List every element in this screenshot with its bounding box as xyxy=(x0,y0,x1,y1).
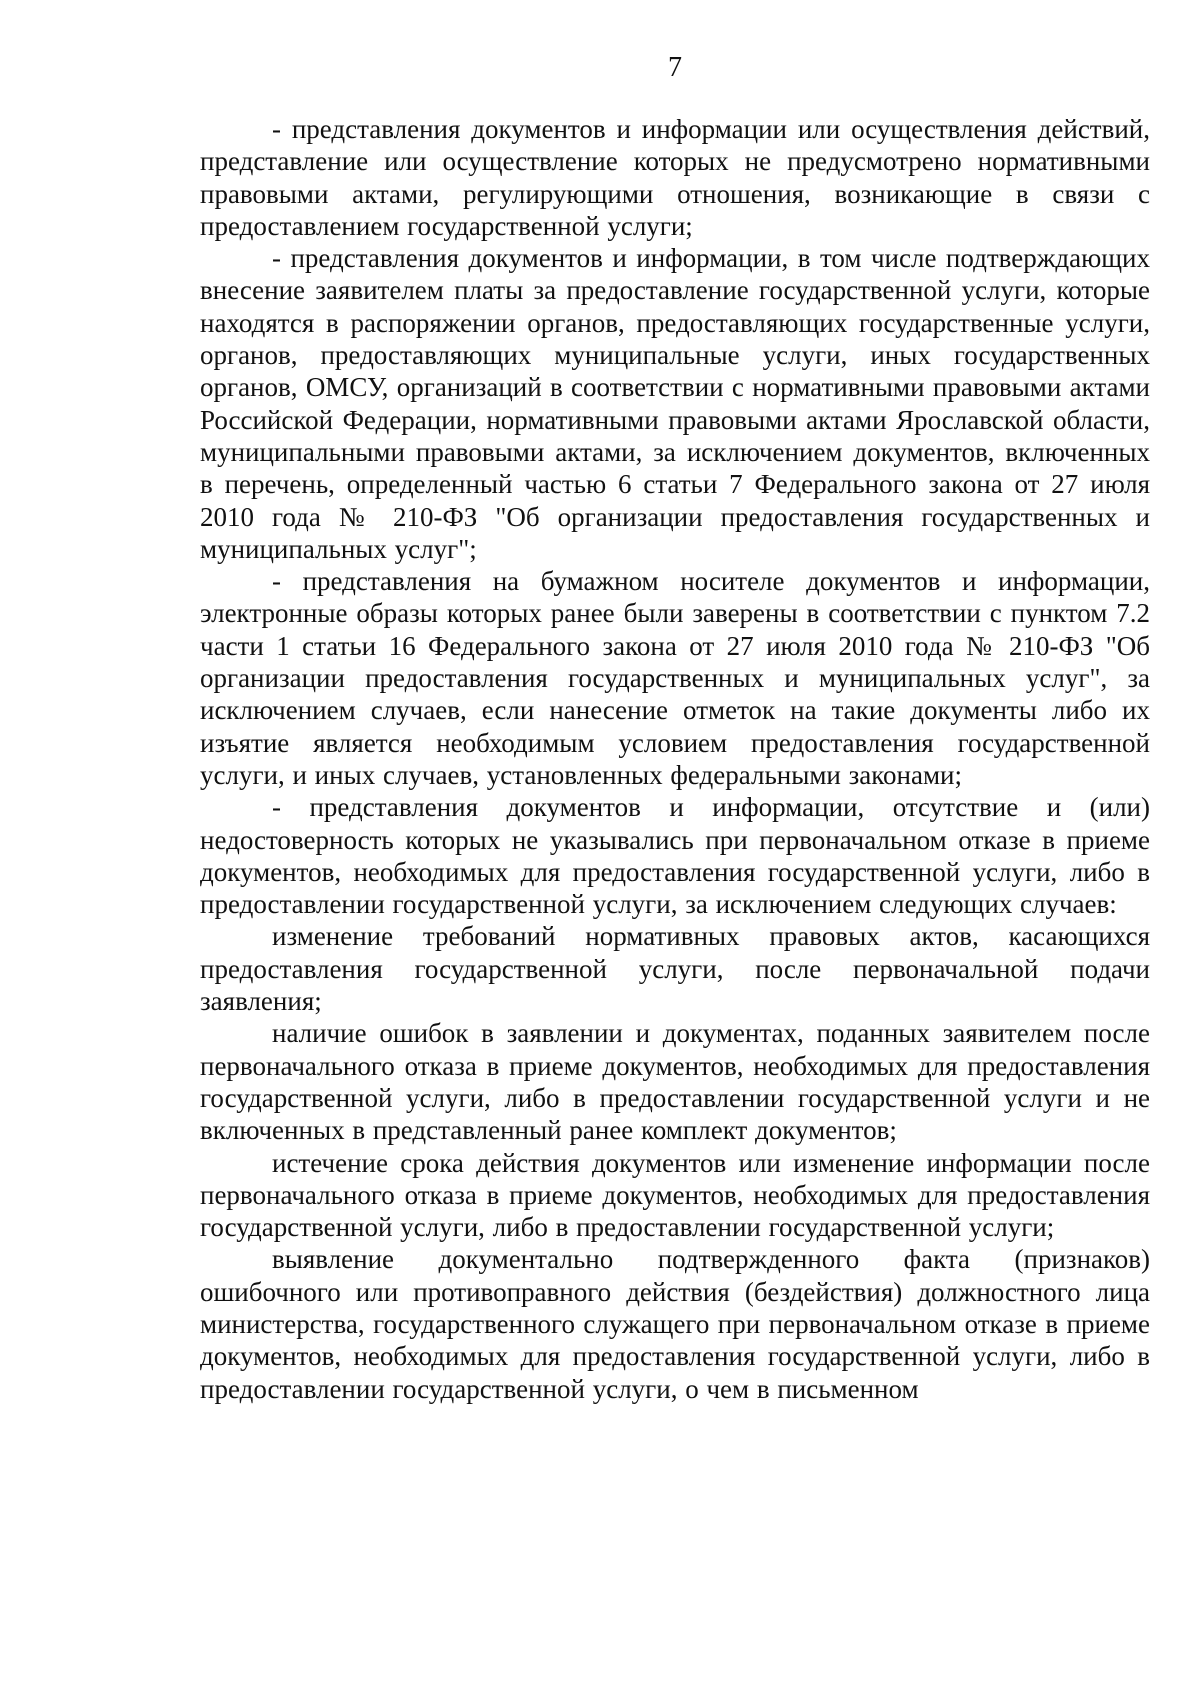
paragraph-requirements-change: изменение требований нормативных правовых актов, касающихся предоставления государственной услуги, после первоначальной подачи заявления; xyxy=(200,921,1150,1017)
paragraph-expiry-of-documents: истечение срока действия документов или изменение информации после первоначального отказа в приеме документов, необходимых для предоставления государственной услуги, либо в предоставлении государственной услуги; xyxy=(200,1147,1150,1243)
paragraph-documents-not-required: - представления документов и информации или осуществления действий, представление или осуществление которых не предусмотрено нормативными правовыми актами, регулирующими отношения, возникающие в связи с предоставлением государственной услуги; xyxy=(200,114,1150,241)
page-number: 7 xyxy=(668,52,682,83)
paragraph-paper-documents: - представления на бумажном носителе документов и информации, электронные образы которых ранее были заверены в соответствии с пунктом 7.2 части 1 статьи 16 Федерального закона от 27 июля 2010 года № 210-ФЗ "Об организации предоставления государственных и муниципальных услуг", за исключением случаев, если нанесение отметок на такие документы либо их изъятие является необходимым условием предоставления государственной услуги, и иных случаев, установленных федеральными законами; xyxy=(200,566,1150,790)
paragraph-documents-held-by-agencies: - представления документов и информации, в том числе подтверждающих внесение заявителем платы за предоставление государственной услуги, которые находятся в распоряжении органов, предоставляющих государственные услуги, органов, предоставляющих муниципальные услуги, иных государственных органов, ОМСУ, организаций в соответствии с нормативными правовыми актами Российской Федерации, нормативными правовыми актами Ярославской области, муниципальными правовыми актами, за исключением документов, включенных в перечень, определенный частью 6 статьи 7 Федерального закона от 27 июля 2010 года № 210-ФЗ "Об организации предоставления государственных и муниципальных услуг"; xyxy=(200,243,1150,564)
paragraph-official-misconduct: выявление документально подтвержденного факта (признаков) ошибочного или противоправного действия (бездействия) должностного лица министерства, государственного служащего при первоначальном отказе в приеме документов, необходимых для предоставления государственной услуги, либо в предоставлении государственной услуги, о чем в письменном xyxy=(200,1244,1150,1404)
document-body xyxy=(200,113,1150,1405)
paragraph-errors-in-application: наличие ошибок в заявлении и документах, поданных заявителем после первоначального отказа в приеме документов, необходимых для предоставления государственной услуги, либо в предоставлении государственной услуги и не включенных в представленный ранее комплект документов; xyxy=(200,1018,1150,1146)
paragraph-undisclosed-deficiencies: - представления документов и информации, отсутствие и (или) недостоверность которых не указывались при первоначальном отказе в приеме документов, необходимых для предоставления государственной услуги, либо в предоставлении государственной услуги, за исключением следующих случаев: xyxy=(200,792,1150,920)
